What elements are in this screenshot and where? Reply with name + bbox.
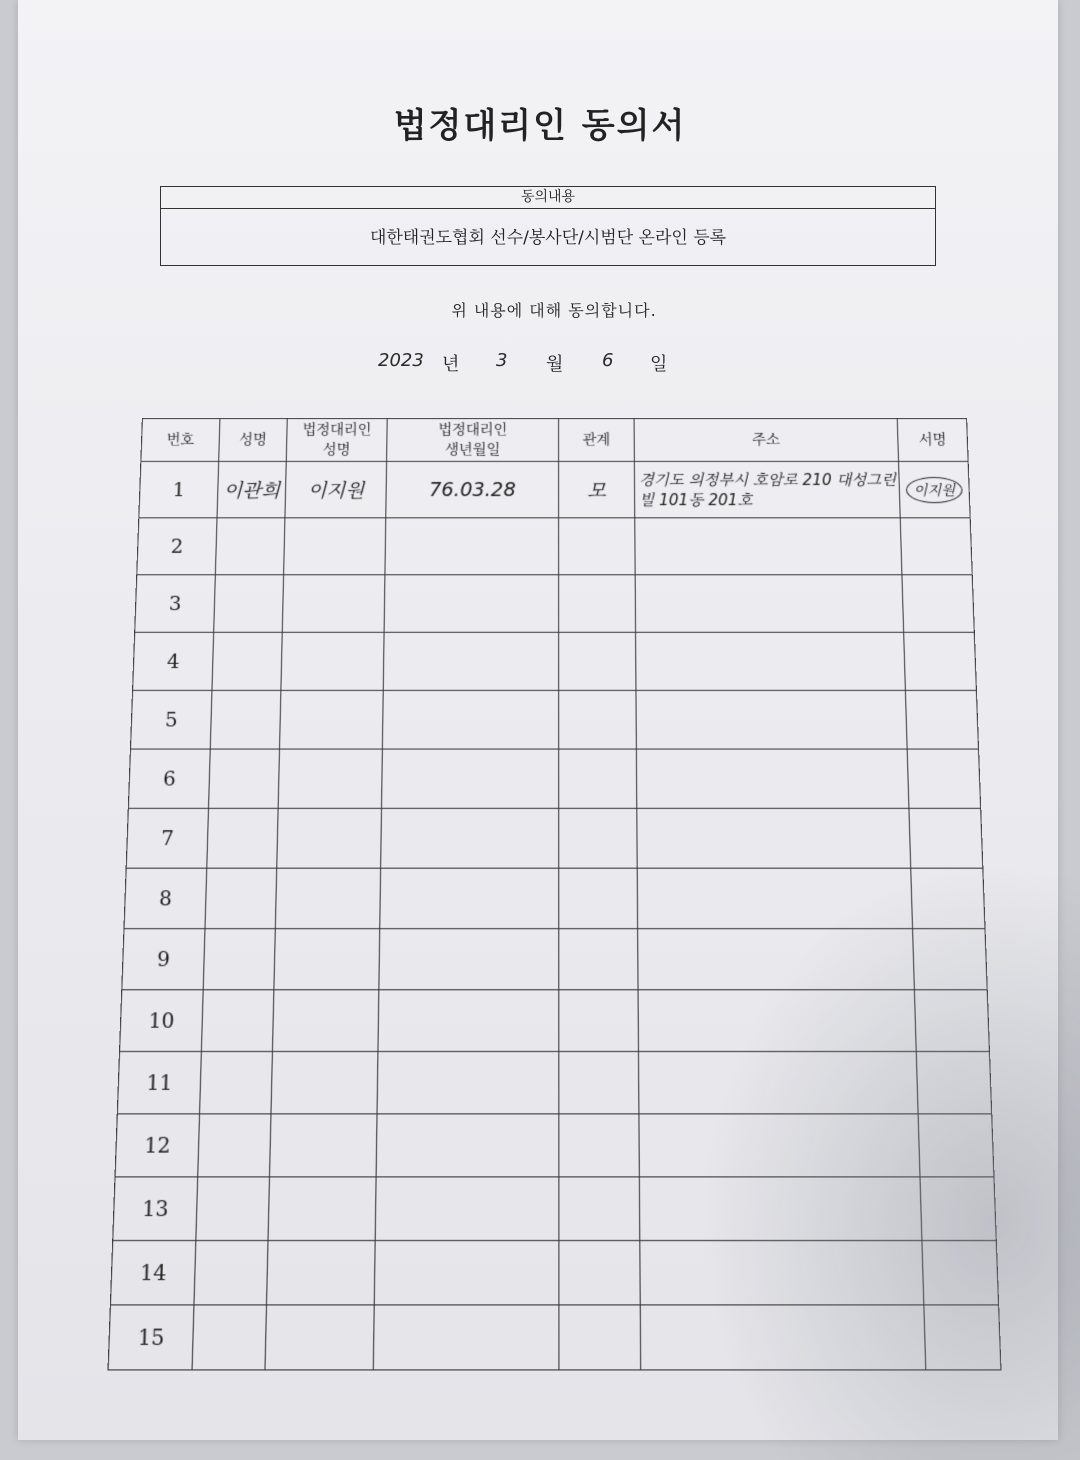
row-number: 12 [115, 1114, 200, 1177]
table-row [130, 690, 978, 749]
cell-address [636, 749, 909, 808]
table-row [120, 990, 990, 1052]
cell-name: 이관희 [217, 461, 286, 517]
cell-guardian-birth: 76.03.28 [386, 461, 559, 517]
cell-guardian-name [265, 1305, 374, 1370]
cell-relation [559, 575, 636, 633]
cell-name [209, 749, 280, 808]
cell-name [194, 1241, 268, 1305]
cell-signature [899, 461, 971, 517]
cell-address [636, 690, 907, 749]
cell-signature [907, 749, 981, 808]
document-title: 법정대리인 동의서 [393, 106, 687, 146]
cell-guardian-name [268, 1177, 376, 1241]
cell-signature [918, 1114, 994, 1177]
cell-signature [914, 990, 989, 1052]
cell-address [635, 518, 902, 575]
row-number: 5 [130, 690, 211, 749]
agreement-statement: 위 내용에 대해 동의합니다. [451, 301, 657, 320]
header-name: 성명 [219, 418, 288, 461]
cell-relation [559, 749, 637, 808]
row-number: 8 [124, 868, 207, 928]
cell-guardian-name [272, 990, 378, 1052]
cell-address [638, 990, 916, 1052]
cell-relation [559, 1241, 640, 1305]
date-month-unit: 월 [546, 354, 564, 375]
cell-guardian-birth [378, 990, 559, 1052]
cell-guardian-birth [380, 868, 559, 928]
guardian-table [107, 418, 1001, 1371]
table-row [110, 1241, 998, 1305]
cell-address: 경기도 의정부시 호암로 210 대성그린빌 101동 201호 [634, 461, 900, 517]
row-number: 9 [122, 929, 205, 990]
cell-name [198, 1114, 271, 1177]
cell-guardian-birth [374, 1241, 559, 1305]
header-relation: 관계 [559, 418, 635, 461]
row-number: 15 [108, 1305, 194, 1370]
cell-address [638, 1051, 918, 1113]
table-row [137, 518, 972, 575]
cell-relation [559, 990, 639, 1052]
row-number: 7 [126, 808, 208, 868]
cell-name [210, 690, 281, 749]
cell-relation [559, 808, 637, 868]
cell-guardian-name [278, 749, 382, 808]
consent-box [160, 186, 936, 266]
row-number: 10 [120, 990, 204, 1052]
cell-guardian-birth [383, 632, 558, 690]
date-day: 6 [602, 350, 614, 371]
row-number: 3 [135, 575, 216, 633]
row-number: 14 [110, 1241, 195, 1305]
header-guardian-name: 법정대리인 성명 [286, 418, 387, 461]
table-row [117, 1051, 991, 1113]
cell-guardian-birth [373, 1305, 559, 1370]
cell-guardian-birth [381, 808, 559, 868]
table-row [126, 808, 983, 868]
cell-relation [559, 690, 637, 749]
cell-relation [559, 1305, 641, 1370]
cell-address [635, 575, 904, 633]
header-address: 주소 [634, 418, 898, 461]
cell-signature [905, 690, 978, 749]
cell-name [214, 575, 284, 633]
date-line [378, 350, 718, 380]
cell-guardian-name [282, 575, 385, 633]
cell-signature [902, 575, 974, 633]
cell-guardian-name [274, 929, 380, 990]
cell-relation [559, 1114, 640, 1177]
cell-signature [909, 808, 983, 868]
cell-name [201, 990, 274, 1052]
cell-address [636, 632, 906, 690]
cell-guardian-birth [384, 575, 559, 633]
date-year-unit: 년 [442, 354, 460, 375]
cell-address [637, 808, 911, 868]
header-signature: 서명 [897, 418, 968, 461]
table-row [139, 461, 970, 517]
cell-signature [900, 518, 972, 575]
table-header-row [141, 418, 968, 461]
date-year: 2023 [378, 350, 424, 371]
cell-signature [913, 929, 988, 990]
cell-guardian-birth [385, 518, 559, 575]
table-row [133, 632, 977, 690]
cell-guardian-birth [375, 1177, 559, 1241]
row-number: 2 [137, 518, 217, 575]
consent-body: 대한태권도협회 선수/봉사단/시범단 온라인 등록 [369, 228, 727, 248]
cell-guardian-name [284, 518, 386, 575]
cell-guardian-name [271, 1051, 378, 1113]
row-number: 13 [113, 1177, 198, 1241]
cell-signature [911, 868, 985, 928]
cell-relation [559, 632, 636, 690]
cell-name [212, 632, 282, 690]
cell-signature [924, 1305, 1001, 1370]
row-number: 6 [128, 749, 210, 808]
cell-guardian-name [275, 868, 380, 928]
cell-guardian-name: 이지원 [285, 461, 387, 517]
table-row [108, 1305, 1001, 1370]
cell-relation [559, 868, 638, 928]
table-row [115, 1114, 994, 1177]
cell-address [640, 1241, 924, 1305]
cell-guardian-name [267, 1241, 376, 1305]
cell-address [639, 1177, 922, 1241]
cell-guardian-birth [379, 929, 559, 990]
cell-guardian-birth [377, 1051, 559, 1113]
cell-name [192, 1305, 266, 1370]
row-number: 11 [117, 1051, 201, 1113]
cell-name [196, 1177, 270, 1241]
cell-name [215, 518, 285, 575]
cell-guardian-name [269, 1114, 377, 1177]
cell-address [639, 1114, 920, 1177]
cell-guardian-name [277, 808, 382, 868]
cell-relation [559, 929, 638, 990]
cell-signature [920, 1177, 996, 1241]
cell-address [638, 929, 915, 990]
table-row [128, 749, 980, 808]
cell-guardian-birth [376, 1114, 559, 1177]
cell-signature [922, 1241, 999, 1305]
cell-relation [559, 1051, 639, 1113]
cell-address [640, 1305, 926, 1370]
row-number: 4 [133, 632, 214, 690]
consent-header: 동의내용 [161, 187, 935, 209]
table-row [124, 868, 985, 928]
header-guardian-birth: 법정대리인 생년월일 [387, 418, 559, 461]
table-row [113, 1177, 997, 1241]
row-number: 1 [139, 461, 219, 517]
cell-relation [559, 518, 636, 575]
header-number: 번호 [141, 418, 220, 461]
signature-mark: 이지원 [906, 476, 963, 502]
cell-guardian-name [281, 632, 384, 690]
cell-guardian-birth [382, 749, 559, 808]
cell-name [203, 929, 275, 990]
cell-name [205, 868, 277, 928]
table-row [135, 575, 975, 633]
date-day-unit: 일 [650, 354, 668, 375]
cell-name [207, 808, 278, 868]
cell-relation [559, 1177, 640, 1241]
cell-guardian-name [280, 690, 384, 749]
cell-signature [904, 632, 977, 690]
cell-relation: 모 [559, 461, 635, 517]
table-row [122, 929, 987, 990]
cell-signature [916, 1051, 991, 1113]
cell-name [200, 1051, 273, 1113]
date-month: 3 [496, 350, 508, 371]
cell-address [637, 868, 912, 928]
cell-guardian-birth [382, 690, 558, 749]
